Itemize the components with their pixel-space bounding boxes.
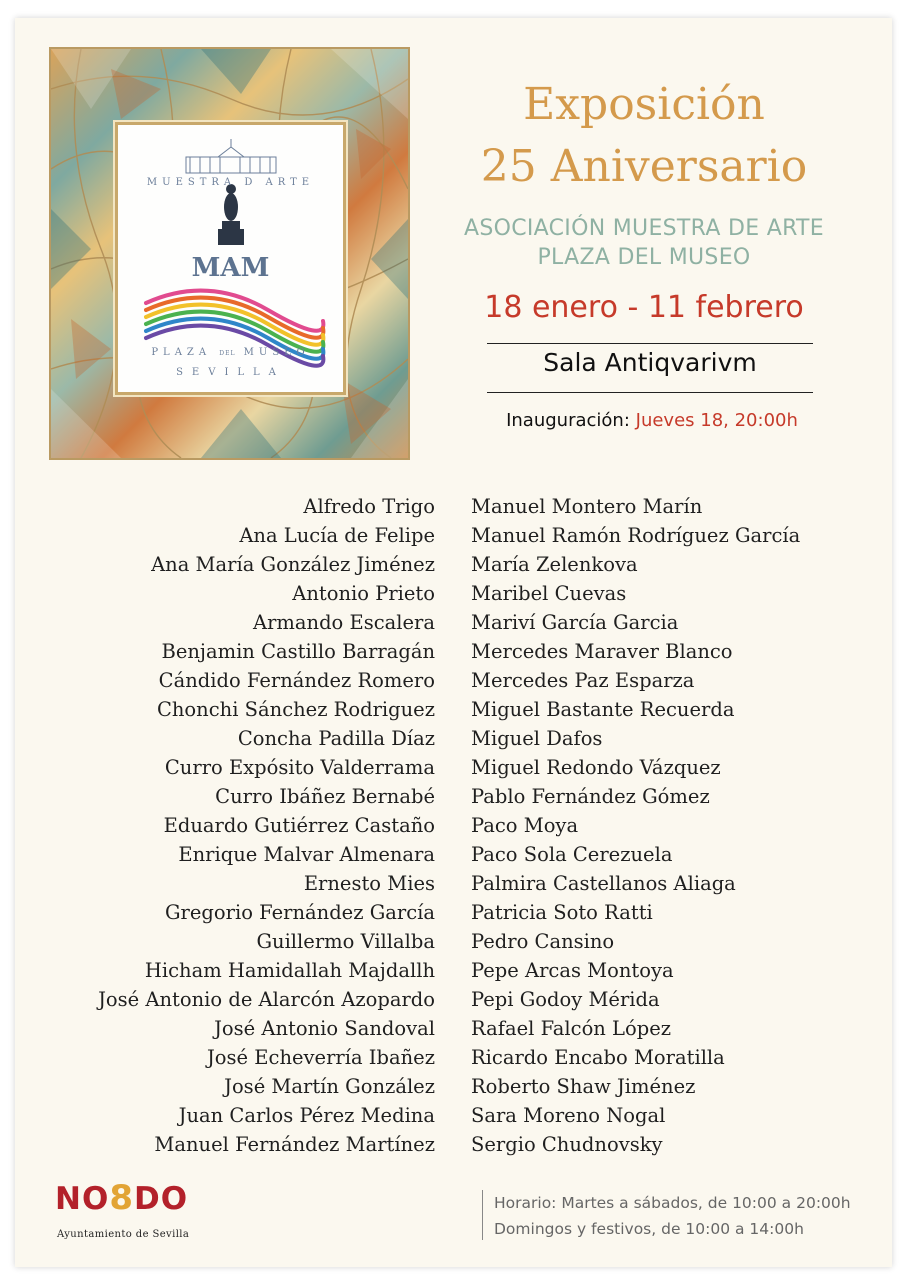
- artist-name: José Antonio de Alarcón Azopardo: [98, 988, 435, 1011]
- artist-name: Pedro Cansino: [471, 930, 615, 953]
- artist-name: Curro Expósito Valderrama: [164, 756, 435, 779]
- inauguration-label: Inauguración:: [506, 410, 630, 431]
- artist-name: Maribel Cuevas: [471, 582, 627, 605]
- artist-name: Ricardo Encabo Moratilla: [471, 1046, 725, 1069]
- artist-name: Mercedes Paz Esparza: [471, 669, 695, 692]
- artist-name: Ana Lucía de Felipe: [239, 524, 435, 547]
- footer-divider: [482, 1190, 483, 1240]
- exhibition-dates: 18 enero - 11 febrero: [484, 290, 804, 325]
- artist-name: Sara Moreno Nogal: [471, 1104, 666, 1127]
- artist-name: Roberto Shaw Jiménez: [471, 1075, 696, 1098]
- divider-bottom: [487, 392, 813, 393]
- artist-name: Armando Escalera: [252, 611, 435, 634]
- artist-name: Chonchi Sánchez Rodriguez: [156, 698, 435, 721]
- association-line-1: ASOCIACIÓN MUESTRA DE ARTE: [464, 216, 824, 241]
- logo-bottom-text: [118, 347, 343, 358]
- artist-name: Concha Padilla Díaz: [237, 727, 435, 750]
- logo-city: SEVILLA: [176, 367, 285, 378]
- artist-name: Ernesto Mies: [303, 872, 435, 895]
- artist-name: José Echeverría Ibañez: [206, 1046, 435, 1069]
- inauguration-value: Jueves 18, 20:00h: [635, 410, 798, 431]
- nodo-right: DO: [133, 1181, 189, 1217]
- artist-name: Miguel Redondo Vázquez: [471, 756, 721, 779]
- logo-bottom-word-1: PLAZA: [151, 347, 212, 358]
- artist-name: Antonio Prieto: [292, 582, 435, 605]
- artist-name: Paco Moya: [471, 814, 579, 837]
- logo-panel: [115, 122, 346, 395]
- artist-name: Mariví García Garcia: [471, 611, 679, 634]
- opening-hours: [494, 1190, 851, 1242]
- artist-name: Juan Carlos Pérez Medina: [178, 1104, 435, 1127]
- logo-monogram: MAM: [191, 253, 270, 283]
- artist-name: Gregorio Fernández García: [164, 901, 435, 924]
- divider-top: [487, 343, 813, 344]
- nodo-left: NO: [55, 1181, 110, 1217]
- artist-name: Miguel Dafos: [471, 727, 603, 750]
- exhibition-artwork: [49, 47, 410, 460]
- artist-name: Pepe Arcas Montoya: [471, 959, 674, 982]
- association-line-2: PLAZA DEL MUSEO: [537, 245, 751, 270]
- artist-name: Pablo Fernández Gómez: [471, 785, 710, 808]
- artist-name: Hicham Hamidallah Majdallh: [144, 959, 435, 982]
- artist-name: Ana María González Jiménez: [151, 553, 435, 576]
- title-line-2: 25 Aniversario: [480, 141, 808, 192]
- inauguration: [436, 410, 868, 431]
- logo-top-text: MUESTRA D ARTE: [146, 177, 315, 188]
- artist-name: José Antonio Sandoval: [214, 1017, 435, 1040]
- artist-name: Enrique Malvar Almenara: [178, 843, 435, 866]
- artist-name: Mercedes Maraver Blanco: [471, 640, 733, 663]
- hours-line-2: Domingos y festivos, de 10:00 a 14:00h: [494, 1220, 804, 1238]
- ayuntamiento-label: Ayuntamiento de Sevilla: [57, 1229, 190, 1240]
- artist-name: Miguel Bastante Recuerda: [471, 698, 735, 721]
- venue-name: Sala Antiqvarivm: [543, 348, 757, 377]
- artist-name: Rafael Falcón López: [471, 1017, 672, 1040]
- title-line-1: Exposición: [523, 79, 765, 130]
- artist-name: Alfredo Trigo: [303, 495, 435, 518]
- artist-name: Benjamin Castillo Barragán: [161, 640, 435, 663]
- artist-name: Eduardo Gutiérrez Castaño: [163, 814, 435, 837]
- nodo-eight: 8: [109, 1178, 134, 1218]
- artist-name: María Zelenkova: [471, 553, 638, 576]
- artists-left-column: [60, 492, 435, 1159]
- artist-name: Pepi Godoy Mérida: [471, 988, 660, 1011]
- artist-name: Paco Sola Cerezuela: [471, 843, 673, 866]
- artist-name: Palmira Castellanos Aliaga: [471, 872, 736, 895]
- artist-name: Sergio Chudnovsky: [471, 1133, 663, 1156]
- logo-bottom-word-2: MUSEO: [243, 347, 310, 358]
- artist-name: José Martín González: [224, 1075, 435, 1098]
- logo-bottom-del: DEL: [219, 350, 236, 357]
- artist-name: Manuel Montero Marín: [471, 495, 703, 518]
- artist-name: Patricia Soto Ratti: [471, 901, 653, 924]
- artist-name: Manuel Ramón Rodríguez García: [471, 524, 801, 547]
- artist-name: Cándido Fernández Romero: [158, 669, 435, 692]
- artist-name: Manuel Fernández Martínez: [154, 1133, 435, 1156]
- artist-name: Guillermo Villalba: [256, 930, 435, 953]
- nodo-logo: [55, 1178, 195, 1218]
- hours-line-1: Horario: Martes a sábados, de 10:00 a 20:00h: [494, 1194, 851, 1212]
- artist-name: Curro Ibáñez Bernabé: [215, 785, 435, 808]
- artists-right-column: [471, 492, 871, 1159]
